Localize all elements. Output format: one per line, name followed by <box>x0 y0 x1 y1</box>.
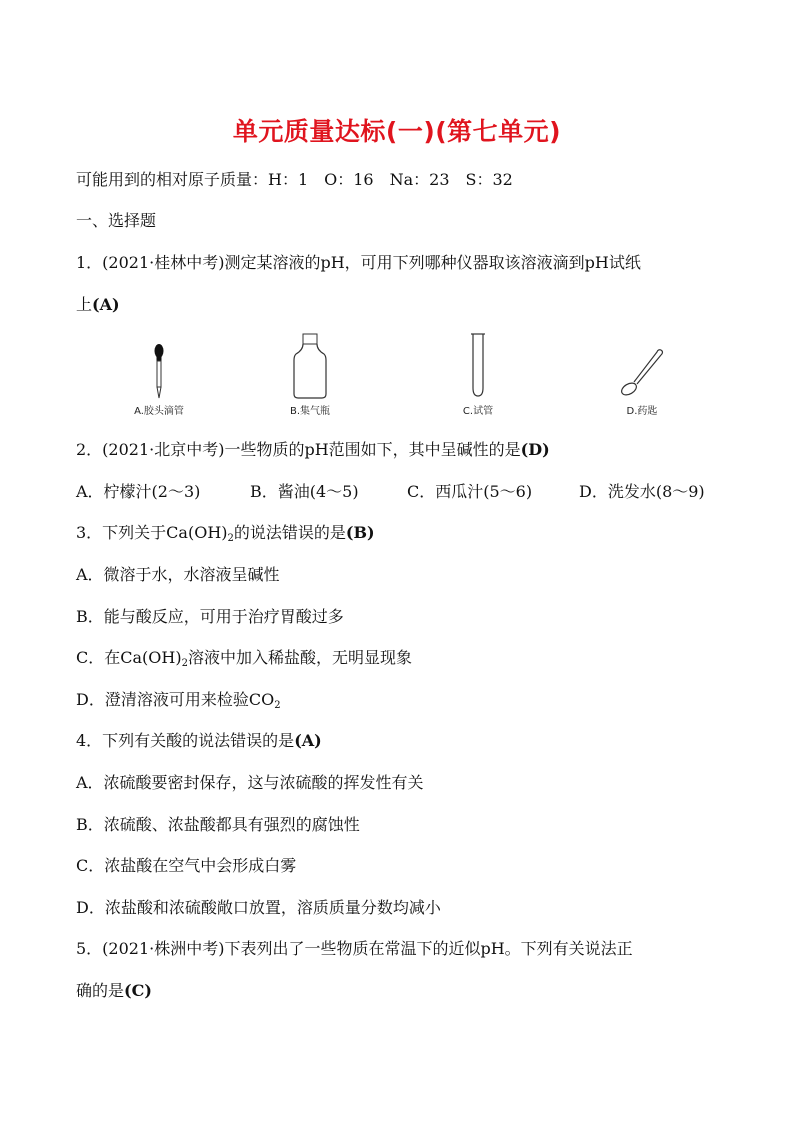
dropper-icon <box>144 340 174 400</box>
question-5-continuation <box>76 980 152 1002</box>
question-4-text <box>76 730 322 752</box>
question-2-stem: 2．(2021·北京中考)一些物质的pH范围如下，其中呈碱性的是 <box>76 440 521 459</box>
figure-caption-a: A.胶头滴管 <box>134 406 184 417</box>
question-2-option-a: A．柠檬汁(2～3) <box>76 482 201 501</box>
question-5-text-end: 确的是 <box>76 981 125 1000</box>
question-3-text <box>76 522 375 550</box>
question-3-option-c-end: 溶液中加入稀盐酸，无明显现象 <box>187 648 412 667</box>
page-title: 单元质量达标(一)(第七单元) <box>232 117 562 146</box>
question-4-option-a: A．浓硫酸要密封保存，这与浓硫酸的挥发性有关 <box>76 773 424 792</box>
question-2-option-b: B．酱油(4～5) <box>250 482 359 501</box>
question-4-option-b: B．浓硫酸、浓盐酸都具有强烈的腐蚀性 <box>76 815 360 834</box>
question-2-option-c: C．西瓜汁(5～6) <box>407 482 533 501</box>
question-3-option-d-subscript: 2 <box>274 700 281 711</box>
spoon-icon <box>617 344 667 400</box>
figure-caption-d: D.药匙 <box>626 406 658 417</box>
question-1-text-end: 上 <box>76 295 93 314</box>
figure-option-b <box>255 332 365 417</box>
question-3-option-d <box>76 689 281 717</box>
figure-option-c <box>423 332 533 417</box>
question-3-option-d-start: D．澄清溶液可用来检验CO <box>76 690 275 709</box>
question-3-subscript: 2 <box>227 533 234 544</box>
question-3-stem-start: 3．下列关于Ca(OH) <box>76 523 228 542</box>
question-3-option-c <box>76 647 412 675</box>
section-heading: 一、选择题 <box>76 211 157 230</box>
question-3-stem-end: 的说法错误的是 <box>233 523 346 542</box>
atomic-masses-note: 可能用到的相对原子质量：H：1 O：16 Na：23 S：32 <box>76 170 513 189</box>
question-3-answer: (B) <box>345 523 375 542</box>
question-4-answer: (A) <box>294 731 322 750</box>
figure-caption-b: B.集气瓶 <box>289 406 331 417</box>
question-1-answer: (A) <box>92 295 120 314</box>
question-1-text: 1．(2021·桂林中考)测定某溶液的pH，可用下列哪种仪器取该溶液滴到pH试纸 <box>76 253 641 272</box>
question-2-text <box>76 439 550 461</box>
question-3-option-a: A．微溶于水，水溶液呈碱性 <box>76 565 280 584</box>
question-1-figure <box>0 330 794 420</box>
question-4-option-c: C．浓盐酸在空气中会形成白雾 <box>76 856 297 875</box>
figure-option-d <box>587 344 697 417</box>
question-3-option-c-start: C．在Ca(OH) <box>76 648 182 667</box>
figure-caption-c: C.试管 <box>462 406 494 417</box>
question-2-answer: (D) <box>520 440 550 459</box>
question-3-option-c-subscript: 2 <box>181 658 188 669</box>
question-1-continuation <box>76 294 120 316</box>
question-2-options <box>76 481 736 503</box>
test-tube-icon <box>466 332 490 400</box>
question-5-text: 5．(2021·株洲中考)下表列出了一些物质在常温下的近似pH。下列有关说法正 <box>76 939 633 958</box>
figure-option-a <box>104 340 214 417</box>
question-3-option-b: B．能与酸反应，可用于治疗胃酸过多 <box>76 607 344 626</box>
gas-bottle-icon <box>290 332 330 400</box>
question-4-stem: 4．下列有关酸的说法错误的是 <box>76 731 295 750</box>
question-5-answer: (C) <box>124 981 152 1000</box>
question-2-option-d: D．洗发水(8～9) <box>579 482 705 501</box>
question-4-option-d: D．浓盐酸和浓硫酸敞口放置，溶质质量分数均减小 <box>76 898 441 917</box>
